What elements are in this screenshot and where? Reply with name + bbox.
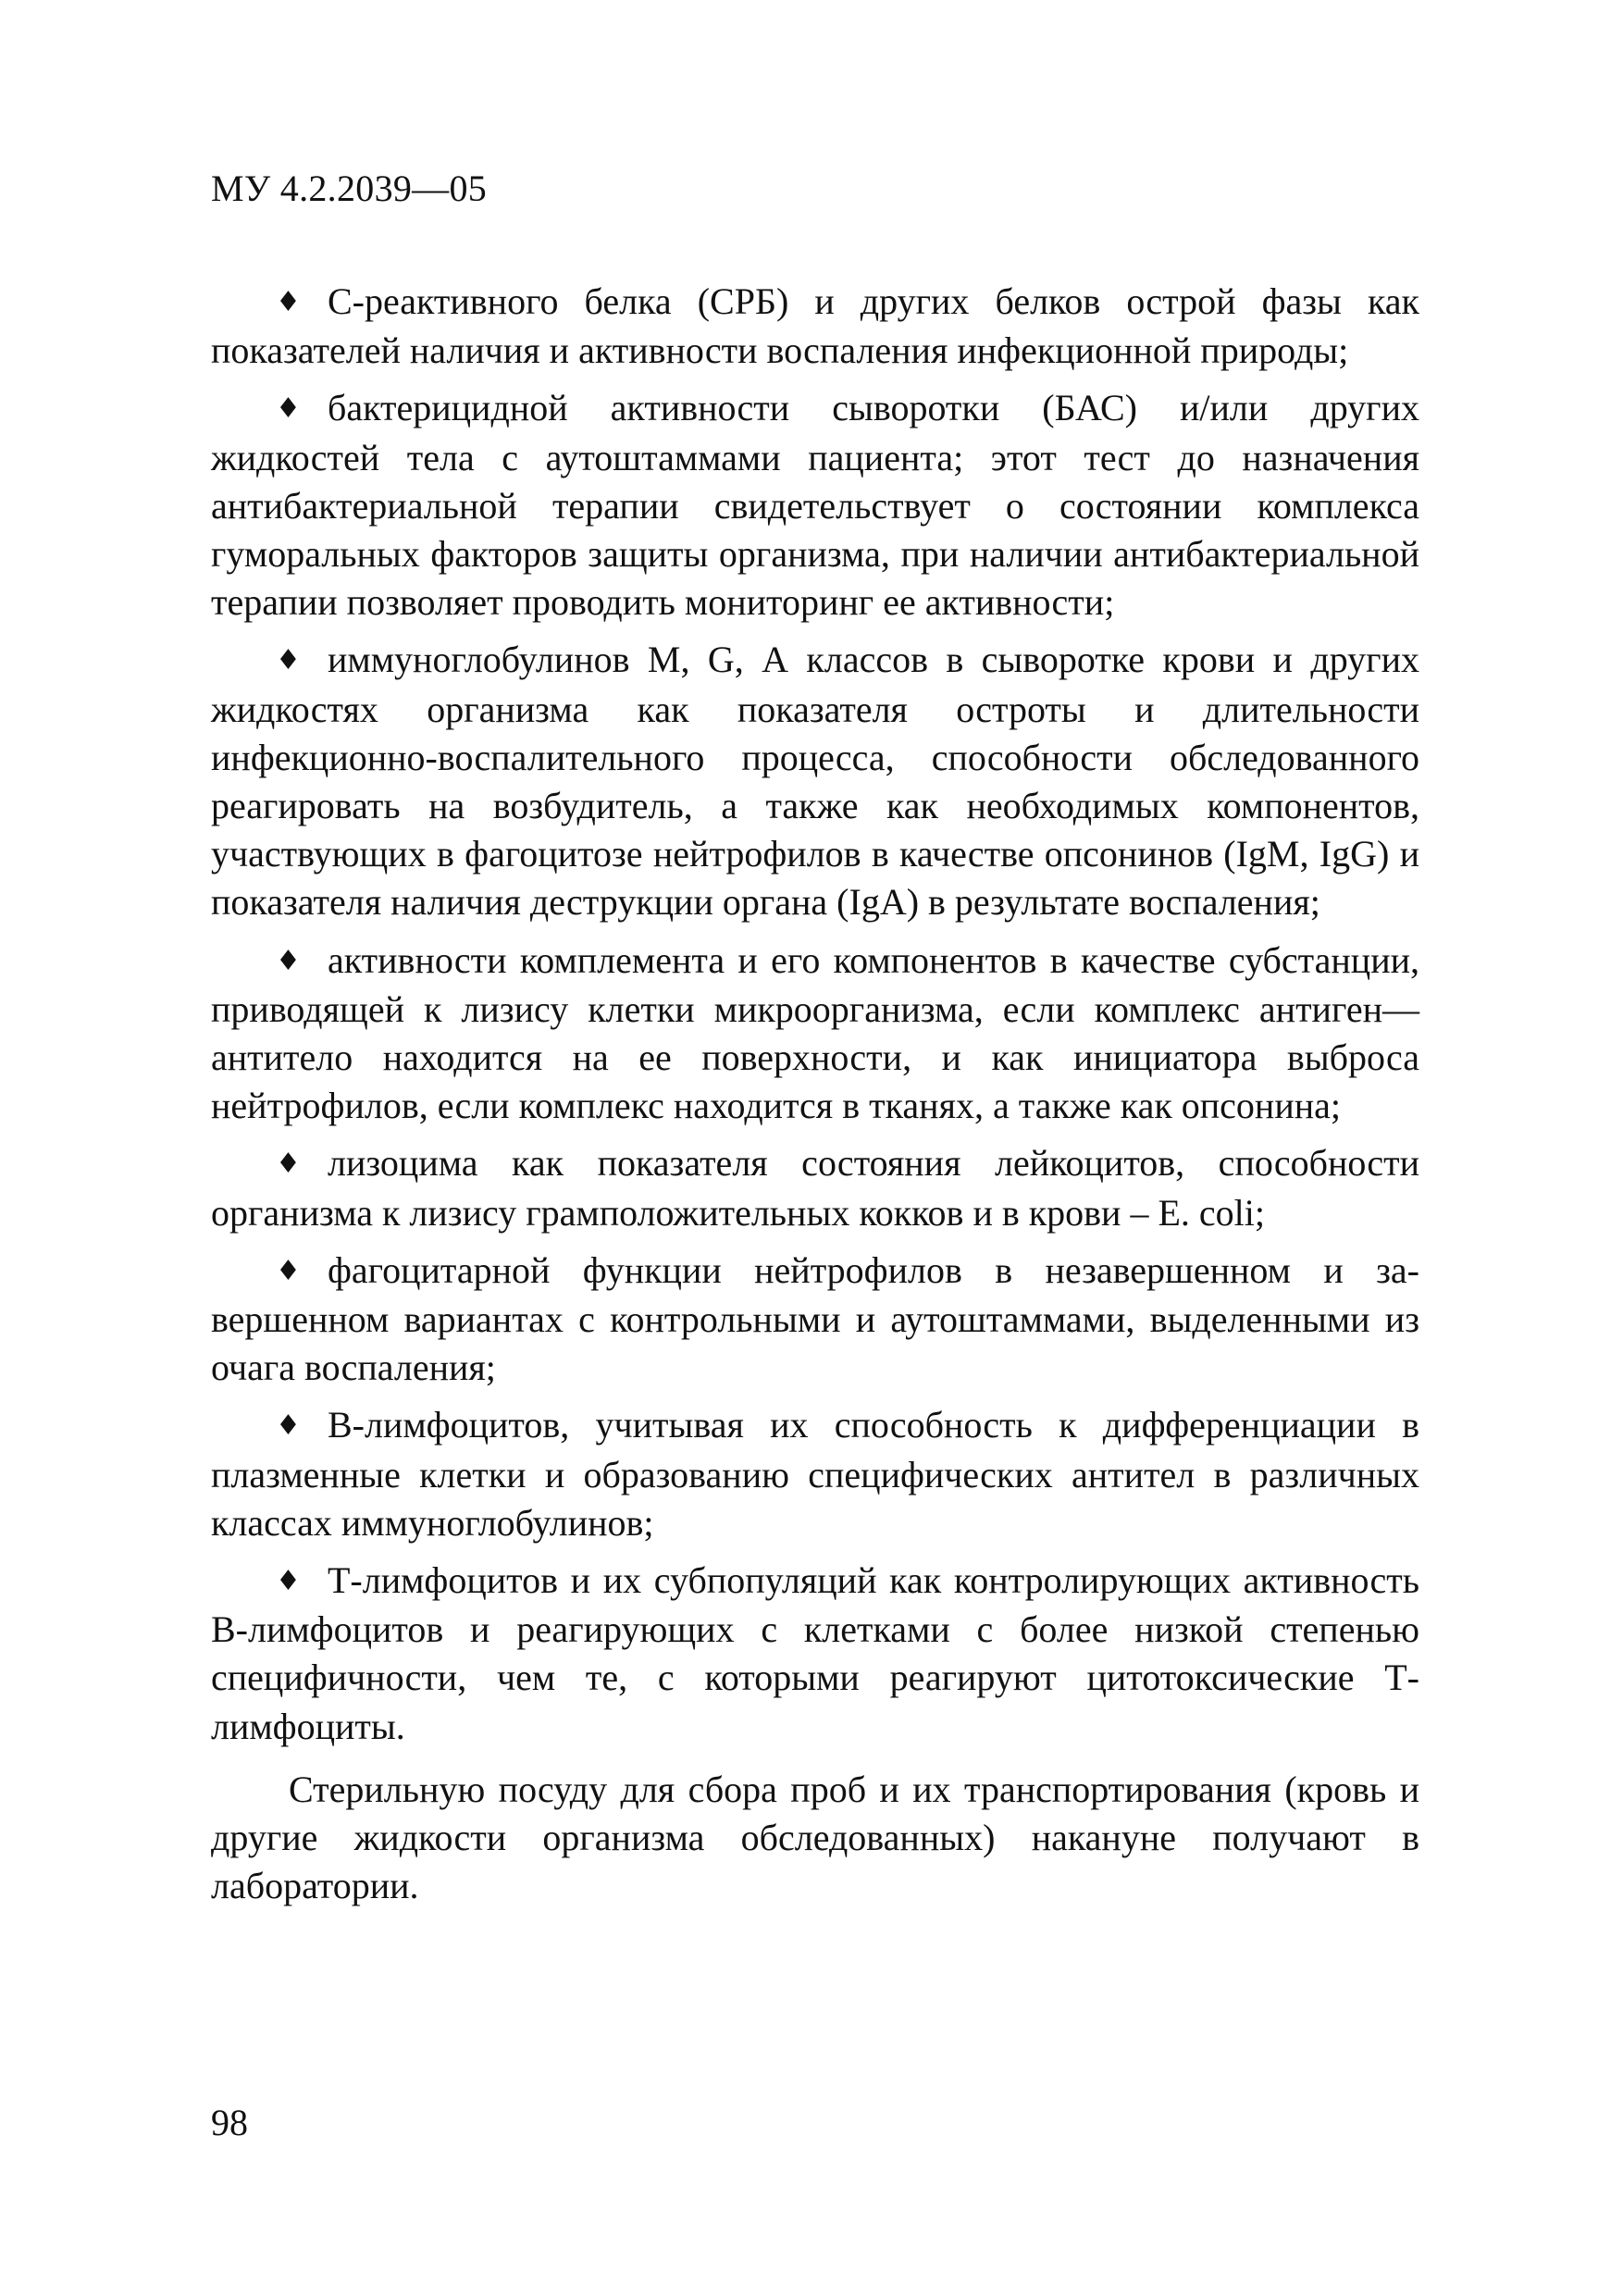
list-item — [211, 278, 1419, 375]
list-item — [211, 1401, 1419, 1547]
list-item — [211, 937, 1419, 1131]
list-item-text: В-лимфоцитов, учитывая их способность к дифференциации в плазменные клетки и образованию специфических антител в различных классах иммуноглобулинов; — [211, 1404, 1419, 1544]
list-item-text: активности комплемента и его компонентов в качестве субстанции, приводящей к лизису клетки микроорганизма, если комплекс антиген—антитело находится на ее поверхности, и как инициатора выброса нейтрофилов, если комплекс находится в тканях, а также как опсонина; — [211, 938, 1419, 1127]
page-body — [211, 278, 1419, 1911]
page-number: 98 — [211, 2102, 248, 2143]
list-item — [211, 636, 1419, 926]
diamond-bullet-icon: ♦ — [276, 1254, 301, 1287]
list-item — [211, 1557, 1419, 1751]
diamond-bullet-icon: ♦ — [276, 1565, 301, 1598]
list-item-text: лизоцима как показателя состояния лейкоцитов, способности организма к лизису грамположительных кокков и в крови – E. coli; — [211, 1142, 1419, 1234]
list-item — [211, 384, 1419, 627]
diamond-bullet-icon: ♦ — [276, 1148, 301, 1181]
list-item — [211, 1247, 1419, 1393]
list-item-text: С-реактивного белка (СРБ) и других белков острой фазы как показателей наличия и активности воспаления инфекционной природы; — [211, 280, 1419, 372]
list-item — [211, 1139, 1419, 1236]
list-item-text: Т-лимфоцитов и их субпопуляций как контролирующих активность В-лимфоцитов и реагирующих с клетками с более низкой степенью специфичности, чем те, с которыми реагируют цитотоксические Т-лимфоциты. — [211, 1559, 1419, 1747]
list-item-text: бактерицидной активности сыворотки (БАС) и/или других жидкостей тела с аутоштаммами пациента; этот тест до назначения антибактериальной терапии свидетельствует о состоянии комплекса гуморальных факторов защиты организма, при наличии антибактериальной терапии позволяет проводить мониторинг ее активности; — [211, 387, 1419, 624]
diamond-bullet-icon: ♦ — [276, 392, 301, 426]
diamond-bullet-icon: ♦ — [276, 286, 301, 318]
document-code-header: МУ 4.2.2039—05 — [211, 168, 488, 209]
diamond-bullet-icon: ♦ — [276, 644, 301, 677]
list-item-text: фагоцитарной функции нейтрофилов в незавершенном и завершенном вариантах с контрольными и аутоштаммами, выделенными из очага воспаления; — [211, 1248, 1419, 1389]
closing-paragraph: Стерильную посуду для сбора проб и их транспортирования (кровь и другие жидкости организма обследованных) накануне получают в лаборатории. — [211, 1768, 1419, 1907]
diamond-bullet-icon: ♦ — [276, 944, 301, 977]
list-item-text: иммуноглобулинов М, G, А классов в сыворотке крови и других жидкостях организма как показателя остроты и длительности инфекционно-воспалительного процесса, способности обследованного реагировать на возбудитель, а также как необходимых компонентов, участвующих в фагоцитозе нейтрофилов в качестве опсонинов (IgM, IgG) и показателя наличия деструкции органа (IgA) в результате воспаления; — [211, 639, 1419, 924]
diamond-bullet-icon: ♦ — [276, 1409, 301, 1443]
